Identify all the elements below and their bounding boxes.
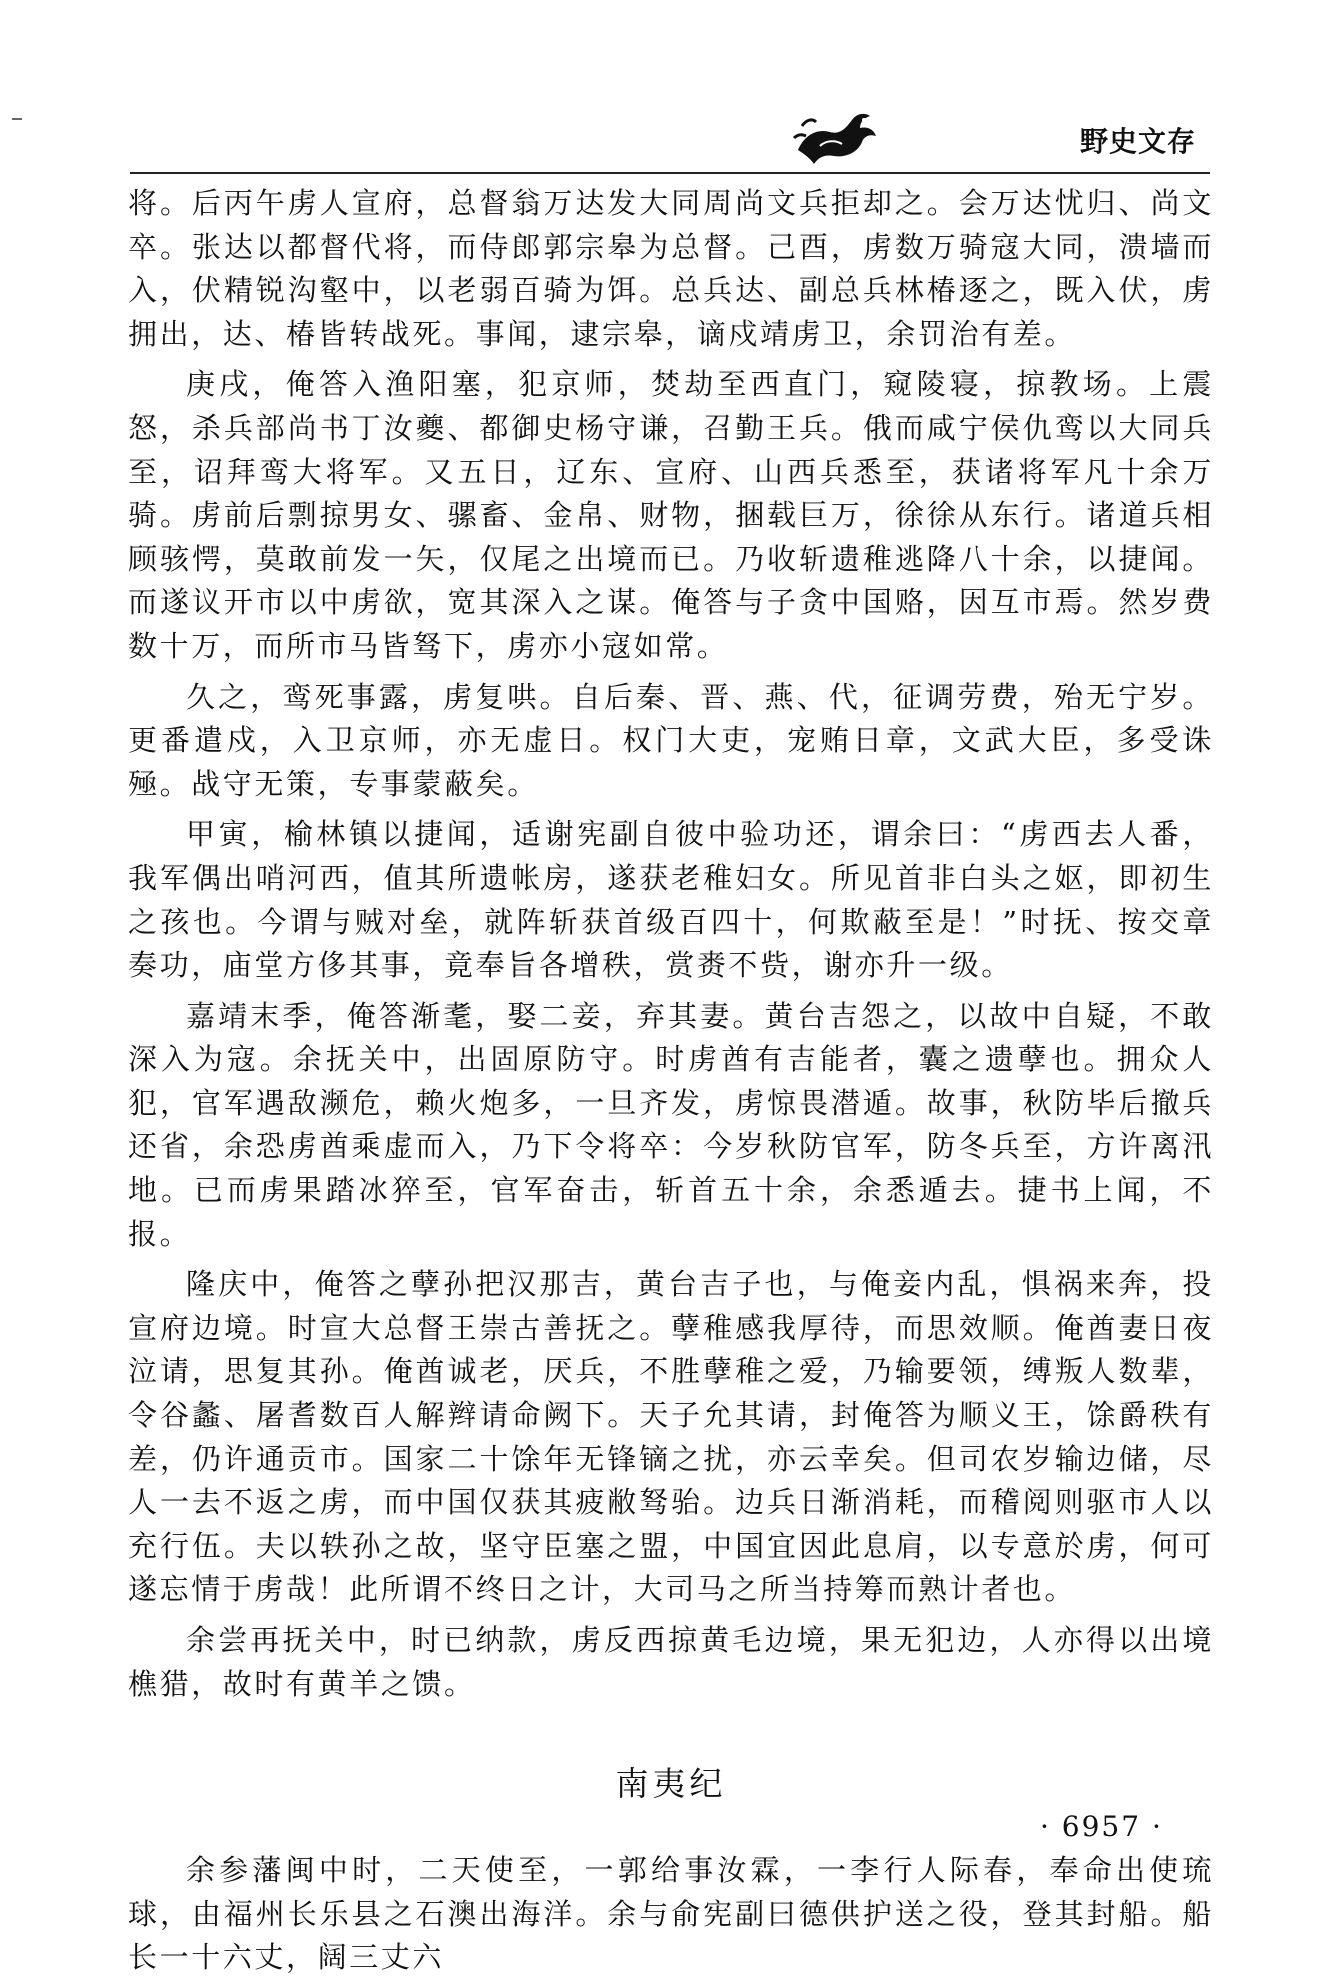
paragraph: 将。后丙午虏人宣府，总督翁万达发大同周尚文兵拒却之。会万达忧归、尚文卒。张达以都督代将，而侍郎郭宗皋为总督。己酉，虏数万骑寇大同，溃墙而入，伏精锐沟壑中，以老弱百骑为饵。总兵达、副总兵林椿逐之，既入伏，虏拥出，达、椿皆转战死。事闻，逮宗皋，谪戍靖虏卫，余罚治有差。: [128, 186, 1214, 351]
scan-mark: [12, 118, 22, 120]
paragraph: 嘉靖末季，俺答渐耄，娶二妾，弃其妻。黄台吉怨之，以故中自疑，不敢深入为寇。余抚关中，出固原防守。时虏酋有吉能者，囊之遗孽也。拥众人犯，官军遇敌濒危，赖火炮多，一旦齐发，虏惊畏潜遁。故事，秋防毕后撤兵还省，余恐虏酋乘虚而入，乃下令将卒：今岁秋防官军，防冬兵至，方许离汛地。已而虏果踏冰猝至，官军奋击，斩首五十余，余悉遁去。捷书上闻，不报。: [128, 998, 1214, 1251]
page-header: [790, 100, 1210, 170]
book-series-title: 野史文存: [1080, 125, 1197, 158]
paragraph: 余尝再抚关中，时已纳款，虏反西掠黄毛边境，果无犯边，人亦得以出境樵猎，故时有黄羊之馈。: [128, 1623, 1214, 1701]
dragon-emblem-icon: [790, 106, 880, 166]
paragraph: 甲寅，榆林镇以捷闻，适谢宪副自彼中验功还，谓余曰：“虏西去人番，我军偶出哨河西，值其所遗帐房，遂获老稚妇女。所见首非白头之妪，即初生之孩也。今谓与贼对垒，就阵斩获首级百四十，何欺蔽至是！”时抚、按交章奏功，庙堂方侈其事，竟奉旨各增秩，赏赉不赀，谢亦升一级。: [128, 817, 1214, 983]
paragraph: 庚戌，俺答入渔阳塞，犯京师，焚劫至西直门，窥陵寝，掠教场。上震怒，杀兵部尚书丁汝夔、都御史杨守谦，召勤王兵。俄而咸宁侯仇鸾以大同兵至，诏拜鸾大将军。又五日，辽东、宣府、山西兵悉至，获诸将军凡十余万骑。虏前后剽掠男女、骡畜、金帛、财物，捆载巨万，徐徐从东行。诸道兵相顾骇愕，莫敢前发一矢，仅尾之出境而已。乃收斩遗稚逃降八十余，以捷闻。而遂议开市以中虏欲，宽其深入之谋。俺答与子贪中国赂，因互市焉。然岁费数十万，而所市马皆驽下，虏亦小寇如常。: [128, 367, 1214, 663]
paragraph: 久之，鸾死事露，虏复哄。自后秦、晋、燕、代，征调劳费，殆无宁岁。更番遣戍，入卫京师，亦无虚日。权门大吏，宠贿日章，文武大臣，多受诛殛。战守无策，专事蒙蔽矣。: [128, 679, 1214, 801]
section-title: 南夷纪: [615, 1764, 727, 1804]
paragraph: 隆庆中，俺答之孽孙把汉那吉，黄台吉子也，与俺妾内乱，惧祸来奔，投宣府边境。时宣大总督王崇古善抚之。孽稚感我厚待，而思效顺。俺酋妻日夜泣请，思复其孙。俺酋诚老，厌兵，不胜孽稚之爱，乃输要领，缚叛人数辈，令谷蠡、屠耆数百人解辫请命阙下。天子允其请，封俺答为顺义王，馀爵秩有差，仍许通贡市。国家二十馀年无锋镝之扰，亦云幸矣。但司农岁输边储，尽人一去不返之虏，而中国仅获其疲敝驽骀。边兵日渐消耗，而稽阅则驱市人以充行伍。夫以轶孙之故，坚守臣塞之盟，中国宜因此息肩，以专意於虏，何可遂忘情于虏哉！此所谓不终日之计，大司马之所当持筹而熟计者也。: [128, 1267, 1214, 1607]
header-rule: [130, 172, 1210, 174]
page-body: [128, 182, 1214, 1980]
paragraph: 余参藩闽中时，二天使至，一郭给事汝霖，一李行人际春，奉命出使琉球，由福州长乐县之石澳出海洋。余与俞宪副曰德供护送之役，登其封船。船长一十六丈，阔三丈六: [128, 1853, 1214, 1975]
page-number: · 6957 ·: [1040, 1810, 1163, 1843]
